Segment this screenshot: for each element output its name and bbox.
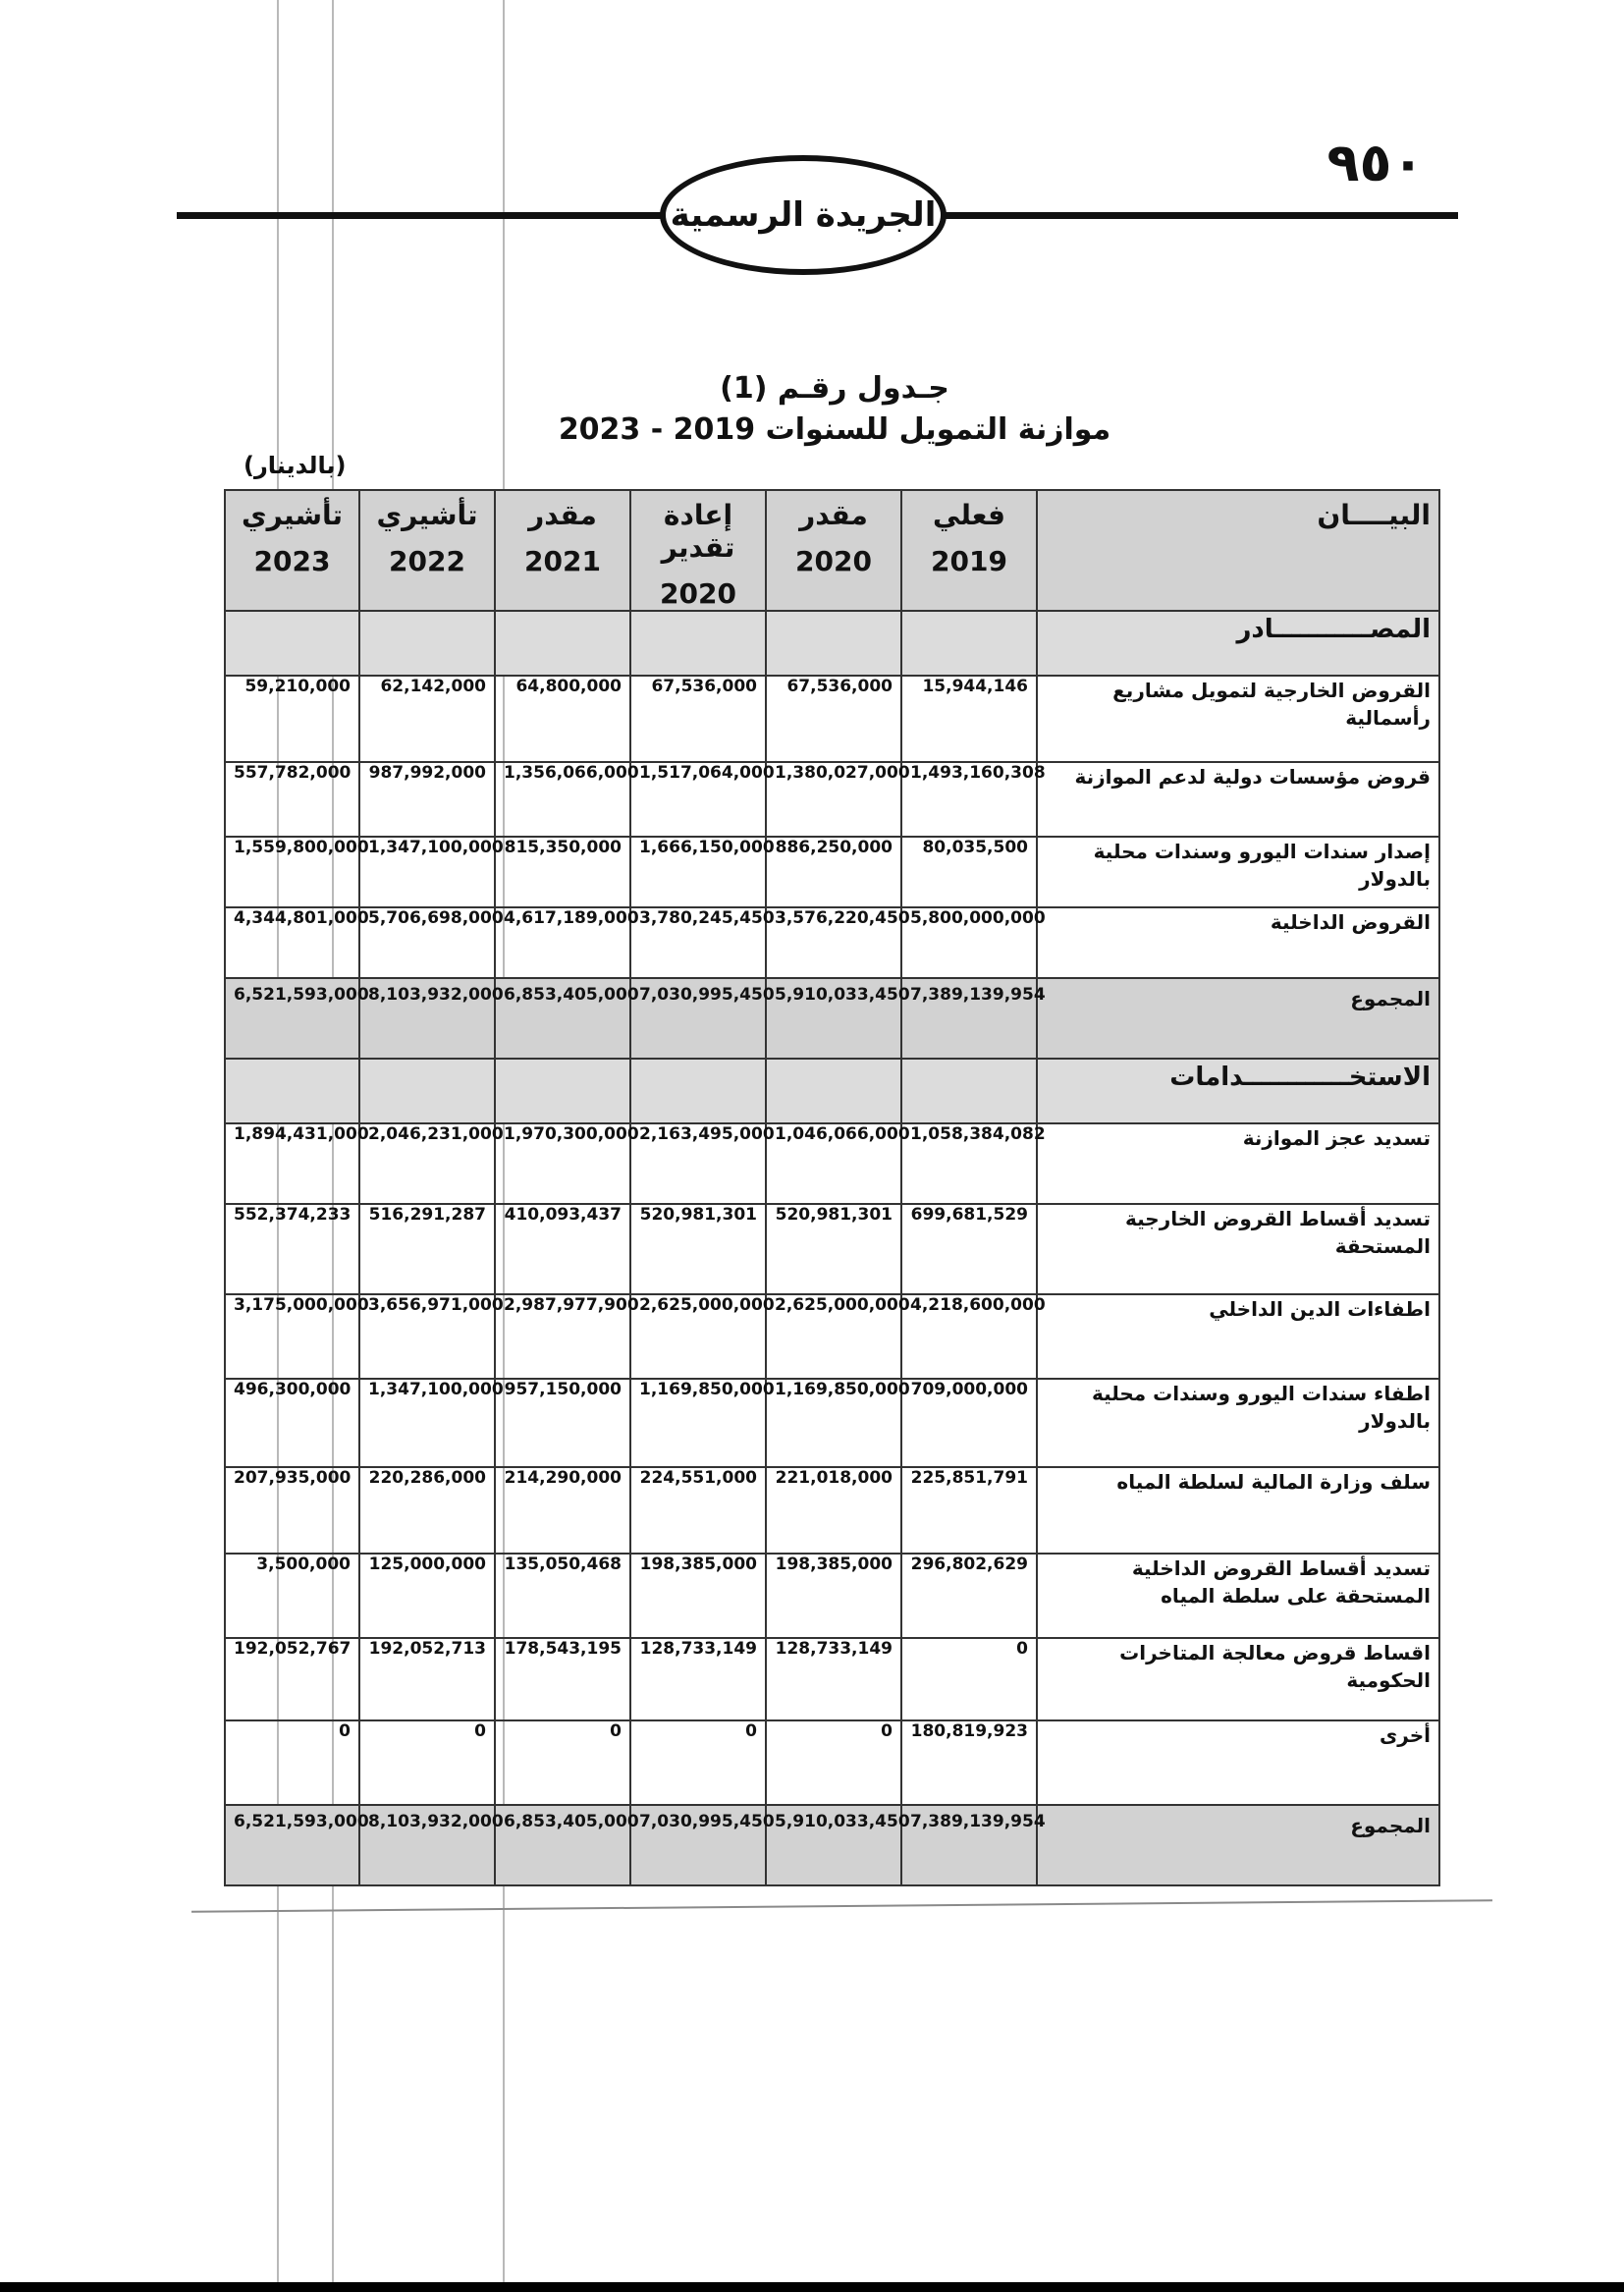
value-cell: 2,046,231,000 (359, 1123, 495, 1204)
table-title: جـدول رقـم (1) (720, 371, 949, 406)
value-cell: 128,733,149 (630, 1638, 766, 1720)
value-cell: 496,300,000 (225, 1379, 359, 1467)
section-header-row (225, 611, 1439, 676)
value-cell: 1,347,100,000 (359, 1379, 495, 1467)
value-cell: 64,800,000 (495, 676, 630, 762)
value-cell: 224,551,000 (630, 1467, 766, 1554)
value-cell: 192,052,767 (225, 1638, 359, 1720)
total-value-cell: 6,853,405,000 (495, 978, 630, 1059)
table-row (225, 837, 1439, 907)
value-cell: 886,250,000 (766, 837, 901, 907)
value-cell: 1,347,100,000 (359, 837, 495, 907)
unit-note: (بالدينار) (244, 452, 347, 479)
value-cell: 3,656,971,000 (359, 1294, 495, 1379)
section-empty-cell (766, 1059, 901, 1123)
total-value-cell: 7,030,995,450 (630, 1805, 766, 1885)
section-header-row (225, 1059, 1439, 1123)
column-header-re-estimate-2020: إعادة تقدير 2020 (630, 490, 766, 611)
value-cell: 0 (225, 1720, 359, 1805)
value-cell: 520,981,301 (766, 1204, 901, 1294)
value-cell: 2,625,000,000 (630, 1294, 766, 1379)
table-row (225, 676, 1439, 762)
value-cell: 1,380,027,000 (766, 762, 901, 837)
value-cell: 67,536,000 (766, 676, 901, 762)
row-label: تسديد أقساط القروض الخارجية المستحقة (1037, 1204, 1439, 1294)
row-label: القروض الخارجية لتمويل مشاريع رأسمالية (1037, 676, 1439, 762)
section-empty-cell (359, 1059, 495, 1123)
value-cell: 1,169,850,000 (766, 1379, 901, 1467)
table-row (225, 1554, 1439, 1638)
value-cell: 5,706,698,000 (359, 907, 495, 978)
section-empty-cell (630, 611, 766, 676)
scan-bottom-edge (0, 2282, 1624, 2292)
section-title: المصـــــــــــادر (1037, 611, 1439, 676)
value-cell: 220,286,000 (359, 1467, 495, 1554)
value-cell: 198,385,000 (766, 1554, 901, 1638)
value-cell: 5,800,000,000 (901, 907, 1037, 978)
row-label: سلف وزارة المالية لسلطة المياه (1037, 1467, 1439, 1554)
value-cell: 2,987,977,900 (495, 1294, 630, 1379)
total-value-cell: 7,389,139,954 (901, 978, 1037, 1059)
row-label: القروض الداخلية (1037, 907, 1439, 978)
column-header-indicative-2023: تأشيري 2023 (225, 490, 359, 611)
section-title: الاستخــــــــــــدامات (1037, 1059, 1439, 1123)
section-empty-cell (630, 1059, 766, 1123)
value-cell: 128,733,149 (766, 1638, 901, 1720)
page-number: ٩٥٠ (1326, 132, 1425, 193)
total-label: المجموع (1037, 1805, 1439, 1885)
table-row (225, 1123, 1439, 1204)
value-cell: 125,000,000 (359, 1554, 495, 1638)
value-cell: 4,617,189,000 (495, 907, 630, 978)
total-value-cell: 5,910,033,450 (766, 978, 901, 1059)
value-cell: 4,218,600,000 (901, 1294, 1037, 1379)
section-empty-cell (495, 611, 630, 676)
column-header-estimate-2020: مقدر 2020 (766, 490, 901, 611)
value-cell: 709,000,000 (901, 1379, 1037, 1467)
section-empty-cell (225, 1059, 359, 1123)
total-value-cell: 7,389,139,954 (901, 1805, 1037, 1885)
row-label: اقساط قروض معالجة المتاخرات الحكومية (1037, 1638, 1439, 1720)
value-cell: 520,981,301 (630, 1204, 766, 1294)
value-cell: 1,666,150,000 (630, 837, 766, 907)
value-cell: 0 (901, 1638, 1037, 1720)
row-label: أخرى (1037, 1720, 1439, 1805)
section-empty-cell (359, 611, 495, 676)
total-value-cell: 6,521,593,000 (225, 978, 359, 1059)
total-row (225, 1805, 1439, 1885)
value-cell: 987,992,000 (359, 762, 495, 837)
value-cell: 0 (495, 1720, 630, 1805)
value-cell: 552,374,233 (225, 1204, 359, 1294)
table-row (225, 762, 1439, 837)
row-label: اطفاء سندات اليورو وسندات محلية بالدولار (1037, 1379, 1439, 1467)
table-row (225, 1294, 1439, 1379)
value-cell: 516,291,287 (359, 1204, 495, 1294)
total-value-cell: 8,103,932,000 (359, 1805, 495, 1885)
total-value-cell: 7,030,995,450 (630, 978, 766, 1059)
value-cell: 4,344,801,000 (225, 907, 359, 978)
lower-rule (191, 1899, 1492, 1913)
total-value-cell: 6,853,405,000 (495, 1805, 630, 1885)
value-cell: 0 (766, 1720, 901, 1805)
value-cell: 1,517,064,000 (630, 762, 766, 837)
table-row (225, 1720, 1439, 1805)
value-cell: 296,802,629 (901, 1554, 1037, 1638)
value-cell: 1,058,384,082 (901, 1123, 1037, 1204)
value-cell: 192,052,713 (359, 1638, 495, 1720)
section-empty-cell (901, 611, 1037, 676)
table-row (225, 1204, 1439, 1294)
value-cell: 3,576,220,450 (766, 907, 901, 978)
value-cell: 2,625,000,000 (766, 1294, 901, 1379)
value-cell: 3,175,000,000 (225, 1294, 359, 1379)
value-cell: 59,210,000 (225, 676, 359, 762)
row-label: تسديد أقساط القروض الداخلية المستحقة على سلطة المياه (1037, 1554, 1439, 1638)
value-cell: 1,493,160,308 (901, 762, 1037, 837)
row-label: تسديد عجز الموازنة (1037, 1123, 1439, 1204)
value-cell: 214,290,000 (495, 1467, 630, 1554)
table-row (225, 1379, 1439, 1467)
masthead-title: الجريدة الرسمية (660, 155, 947, 275)
value-cell: 15,944,146 (901, 676, 1037, 762)
value-cell: 178,543,195 (495, 1638, 630, 1720)
value-cell: 3,500,000 (225, 1554, 359, 1638)
total-value-cell: 5,910,033,450 (766, 1805, 901, 1885)
value-cell: 180,819,923 (901, 1720, 1037, 1805)
value-cell: 80,035,500 (901, 837, 1037, 907)
total-label: المجموع (1037, 978, 1439, 1059)
section-empty-cell (225, 611, 359, 676)
value-cell: 1,046,066,000 (766, 1123, 901, 1204)
row-label: قروض مؤسسات دولية لدعم الموازنة (1037, 762, 1439, 837)
section-empty-cell (901, 1059, 1037, 1123)
total-value-cell: 8,103,932,000 (359, 978, 495, 1059)
column-header-indicative-2022: تأشيري 2022 (359, 490, 495, 611)
value-cell: 699,681,529 (901, 1204, 1037, 1294)
column-header-actual-2019: فعلي 2019 (901, 490, 1037, 611)
value-cell: 1,894,431,000 (225, 1123, 359, 1204)
value-cell: 0 (359, 1720, 495, 1805)
section-empty-cell (766, 611, 901, 676)
total-value-cell: 6,521,593,000 (225, 1805, 359, 1885)
value-cell: 198,385,000 (630, 1554, 766, 1638)
row-label: إصدار سندات اليورو وسندات محلية بالدولار (1037, 837, 1439, 907)
value-cell: 410,093,437 (495, 1204, 630, 1294)
value-cell: 3,780,245,450 (630, 907, 766, 978)
value-cell: 1,356,066,000 (495, 762, 630, 837)
value-cell: 0 (630, 1720, 766, 1805)
financing-budget-table (224, 489, 1440, 1886)
value-cell: 221,018,000 (766, 1467, 901, 1554)
value-cell: 225,851,791 (901, 1467, 1037, 1554)
column-header-description: البيــــان (1037, 490, 1439, 611)
table-row (225, 907, 1439, 978)
value-cell: 135,050,468 (495, 1554, 630, 1638)
value-cell: 557,782,000 (225, 762, 359, 837)
value-cell: 2,163,495,000 (630, 1123, 766, 1204)
value-cell: 207,935,000 (225, 1467, 359, 1554)
value-cell: 67,536,000 (630, 676, 766, 762)
table-row (225, 1467, 1439, 1554)
total-row (225, 978, 1439, 1059)
table-row (225, 1638, 1439, 1720)
table-subtitle: موازنة التمويل للسنوات 2019 - 2023 (558, 412, 1111, 447)
column-header-estimate-2021: مقدر 2021 (495, 490, 630, 611)
value-cell: 1,970,300,000 (495, 1123, 630, 1204)
value-cell: 1,559,800,000 (225, 837, 359, 907)
section-empty-cell (495, 1059, 630, 1123)
value-cell: 1,169,850,000 (630, 1379, 766, 1467)
value-cell: 957,150,000 (495, 1379, 630, 1467)
row-label: اطفاءات الدين الداخلي (1037, 1294, 1439, 1379)
value-cell: 62,142,000 (359, 676, 495, 762)
value-cell: 815,350,000 (495, 837, 630, 907)
